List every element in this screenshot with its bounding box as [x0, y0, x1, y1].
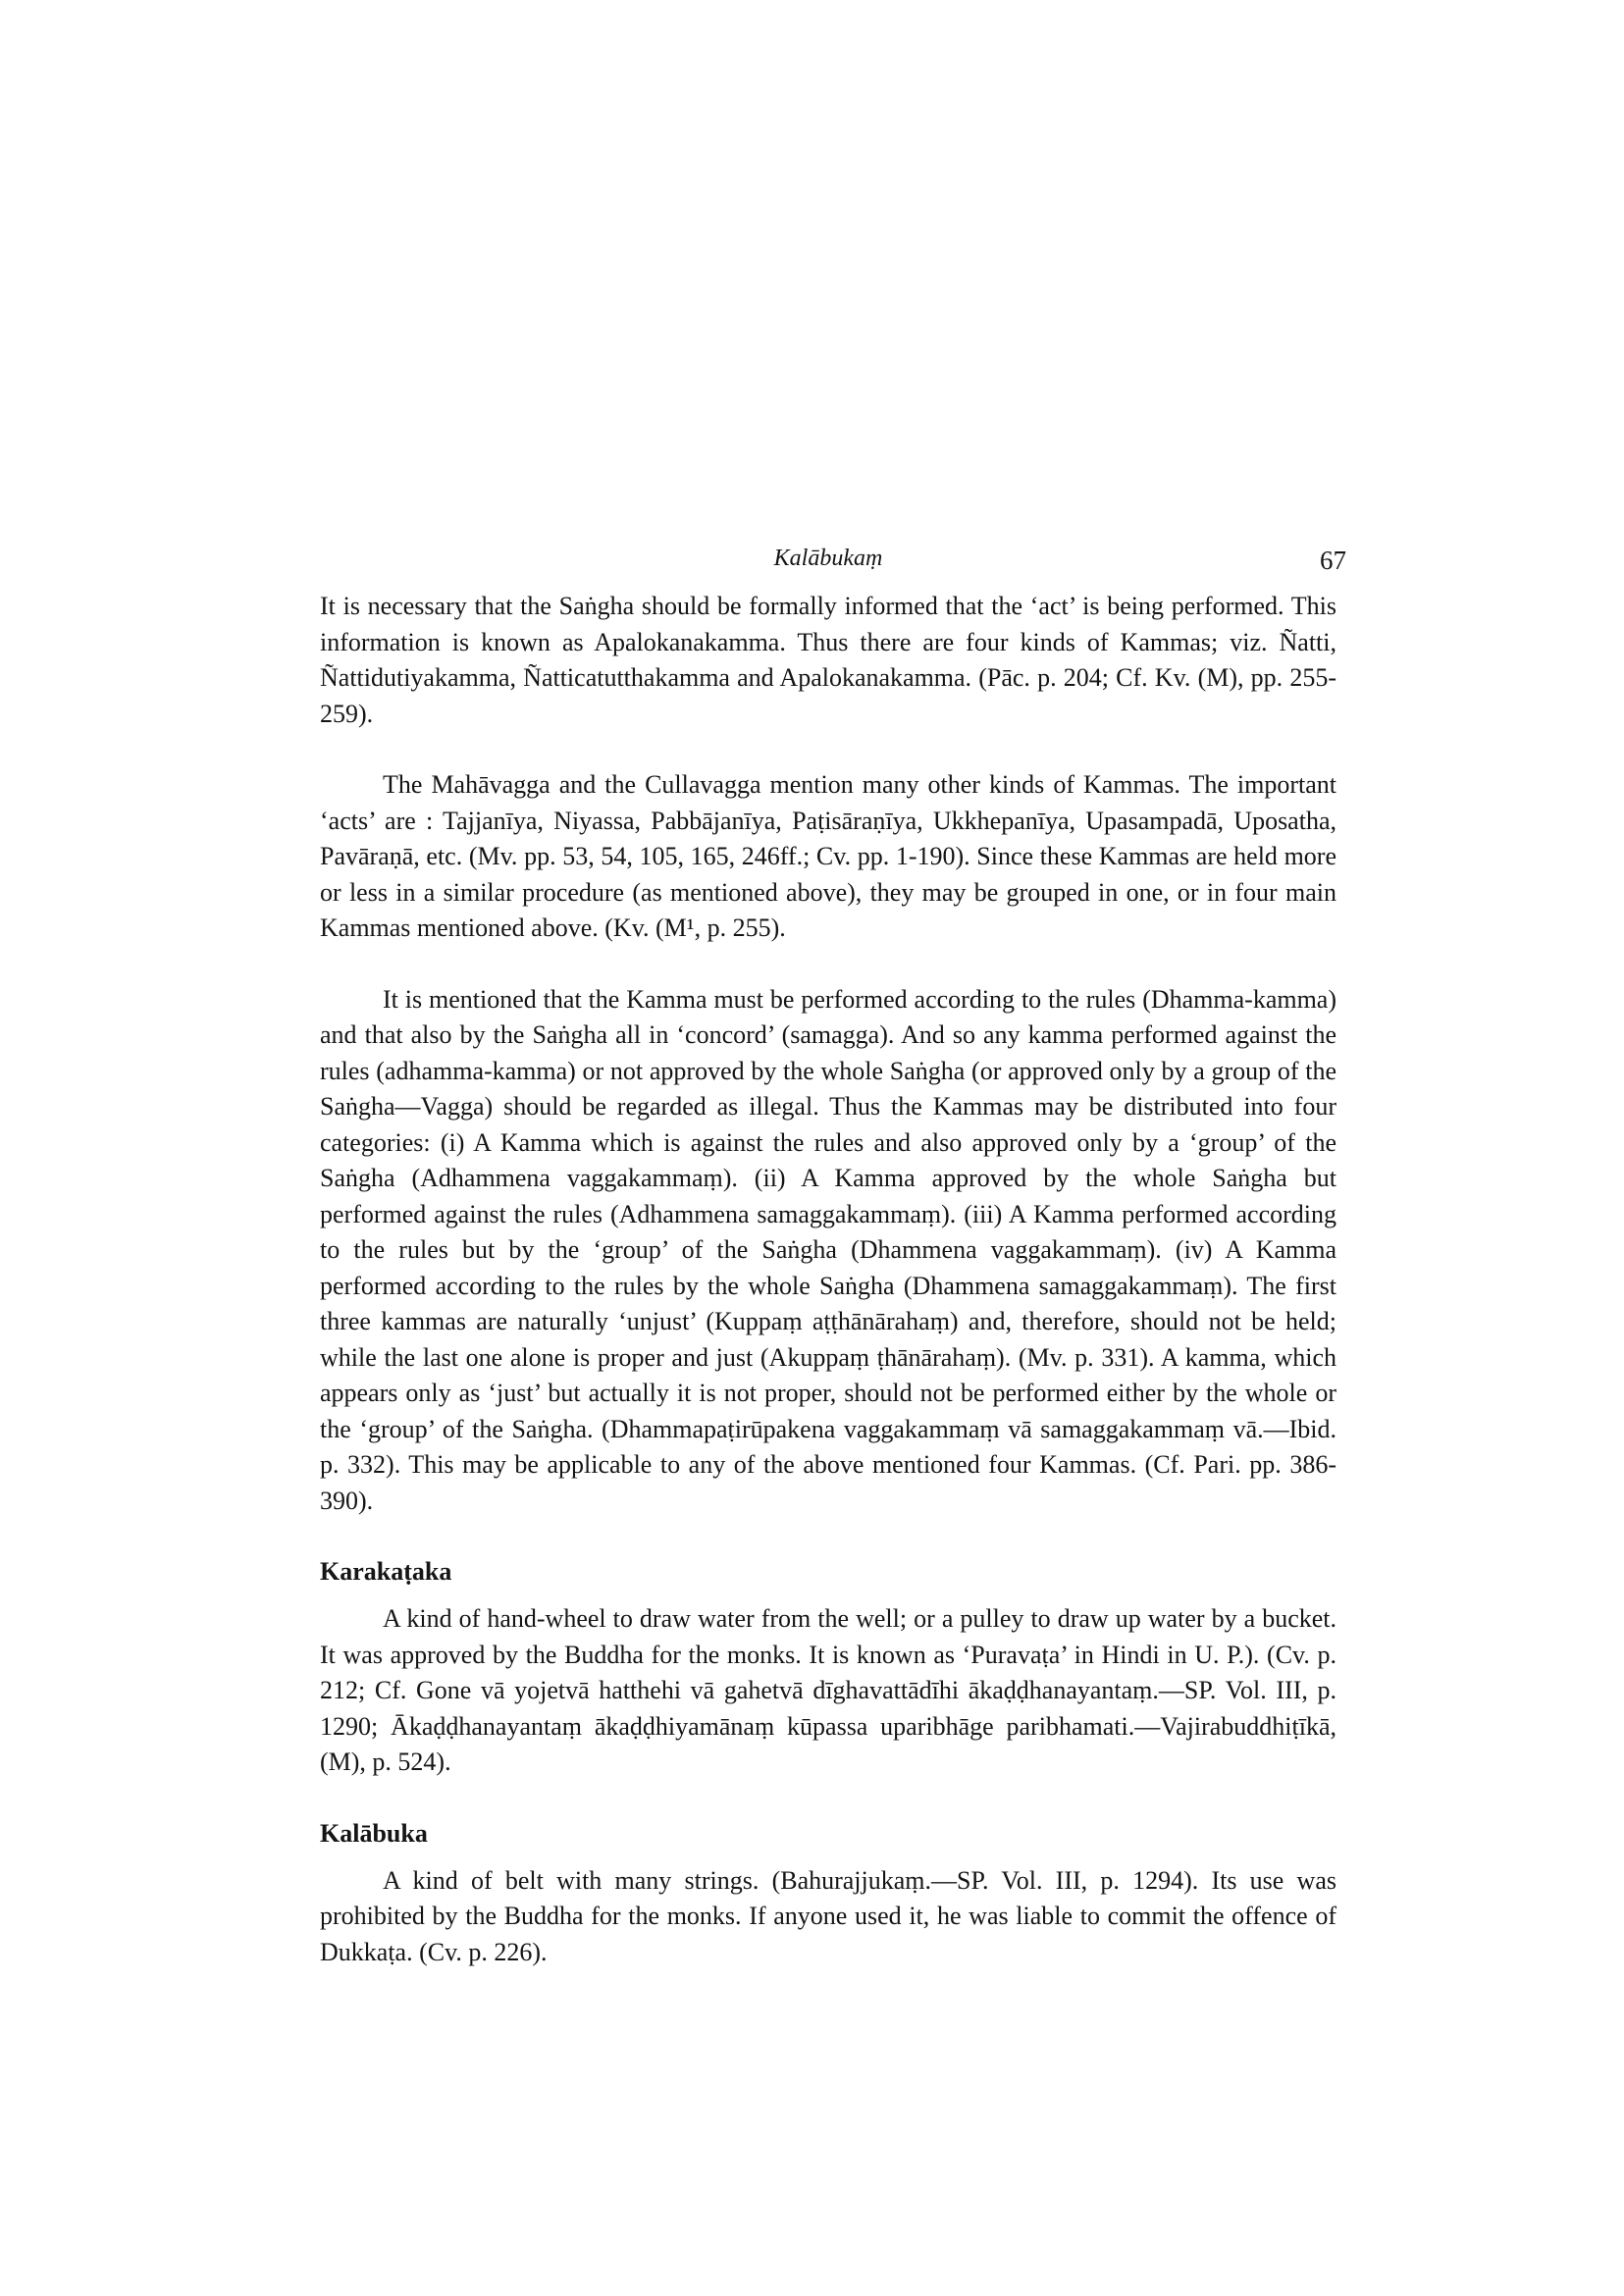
- page-number: 67: [1320, 546, 1346, 575]
- running-title: Kalābukaṃ: [773, 546, 883, 571]
- spacer: [320, 1519, 1336, 1554]
- document-page: [320, 546, 1346, 1970]
- spacer: [320, 1852, 1336, 1863]
- spacer: [320, 732, 1336, 767]
- entry-heading-kalabuka: Kalābuka: [320, 1818, 428, 1848]
- entry-text-karakataka: A kind of hand-wheel to draw water from the well; or a pulley to draw up water by a bucket. It was approved by the Buddha for the monks. It is known as ‘Puravaṭa’ in Hindi in U. P.). (Cv. p. 212; Cf. Gone vā yojetvā hatthehi vā gahetvā dīghavattādīhi ākaḍḍhanayantaṃ.—SP. Vol. III, p. 1290; Ākaḍḍhanayantaṃ ākaḍḍhiyamānaṃ kūpassa uparibhāge paribhamati.—Vajirabuddhiṭīkā, (M), p. 524).: [320, 1604, 1336, 1776]
- spacer: [320, 1590, 1336, 1601]
- spacer: [320, 1781, 1336, 1816]
- spacer: [320, 947, 1336, 982]
- entry-text-kalabuka: A kind of belt with many strings. (Bahurajjukaṃ.—SP. Vol. III, p. 1294). Its use was prohibited by the Buddha for the monks. If anyone used it, he was liable to commit the offence of Dukkaṭa. (Cv. p. 226).: [320, 1865, 1336, 1966]
- paragraph-other-kammas: The Mahāvagga and the Cullavagga mention many other kinds of Kammas. The important ‘acts’ are : Tajjanīya, Niyassa, Pabbājanīya, Paṭisāraṇīya, Ukkhepanīya, Upasampadā, Uposatha, Pavāraṇā, etc. (Mv. pp. 53, 54, 105, 165, 246ff.; Cv. pp. 1-190). Since these Kammas are held more or less in a similar procedure (as mentioned above), they may be grouped in one, or in four main Kammas mentioned above. (Kv. (M¹, p. 255).: [320, 770, 1336, 942]
- running-header: [320, 546, 1346, 589]
- entry-heading-karakataka: Karakaṭaka: [320, 1557, 452, 1586]
- paragraph-kamma-categories: It is mentioned that the Kamma must be performed according to the rules (Dhamma-kamma) and that also by the Saṅgha all in ‘concord’ (samagga). And so any kamma performed against the rules (adhamma-kamma) or not approved by the whole Saṅgha (or approved only by a group of the Saṅgha—Vagga) should be regarded as illegal. Thus the Kammas may be distributed into four categories: (i) A Kamma which is against the rules and also approved only by a ‘group’ of the Saṅgha (Adhammena vaggakammaṃ). (ii) A Kamma approved by the whole Saṅgha but performed against the rules (Adhammena samaggakammaṃ). (iii) A Kamma performed according to the rules but by the ‘group’ of the Saṅgha (Dhammena vaggakammaṃ). (iv) A Kamma performed according to the rules by the whole Saṅgha (Dhammena samaggakammaṃ). The first three kammas are naturally ‘unjust’ (Kuppaṃ aṭṭhānārahaṃ) and, therefore, should not be held; while the last one alone is proper and just (Akuppaṃ ṭhānārahaṃ). (Mv. p. 331). A kamma, which appears only as ‘just’ but actually it is not proper, should not be performed either by the whole or the ‘group’ of the Saṅgha. (Dhammapaṭirūpakena vaggakammaṃ vā samaggakammaṃ vā.—Ibid. p. 332). This may be applicable to any of the above mentioned four Kammas. (Cf. Pari. pp. 386-390).: [320, 984, 1336, 1515]
- paragraph-kamma-types: It is necessary that the Saṅgha should be formally informed that the ‘act’ is being performed. This information is known as Apalokanakamma. Thus there are four kinds of Kammas; viz. Ñatti, Ñattidutiyakamma, Ñatticatutthakamma and Apalokanakamma. (Pāc. p. 204; Cf. Kv. (M), pp. 255-259).: [320, 592, 1336, 728]
